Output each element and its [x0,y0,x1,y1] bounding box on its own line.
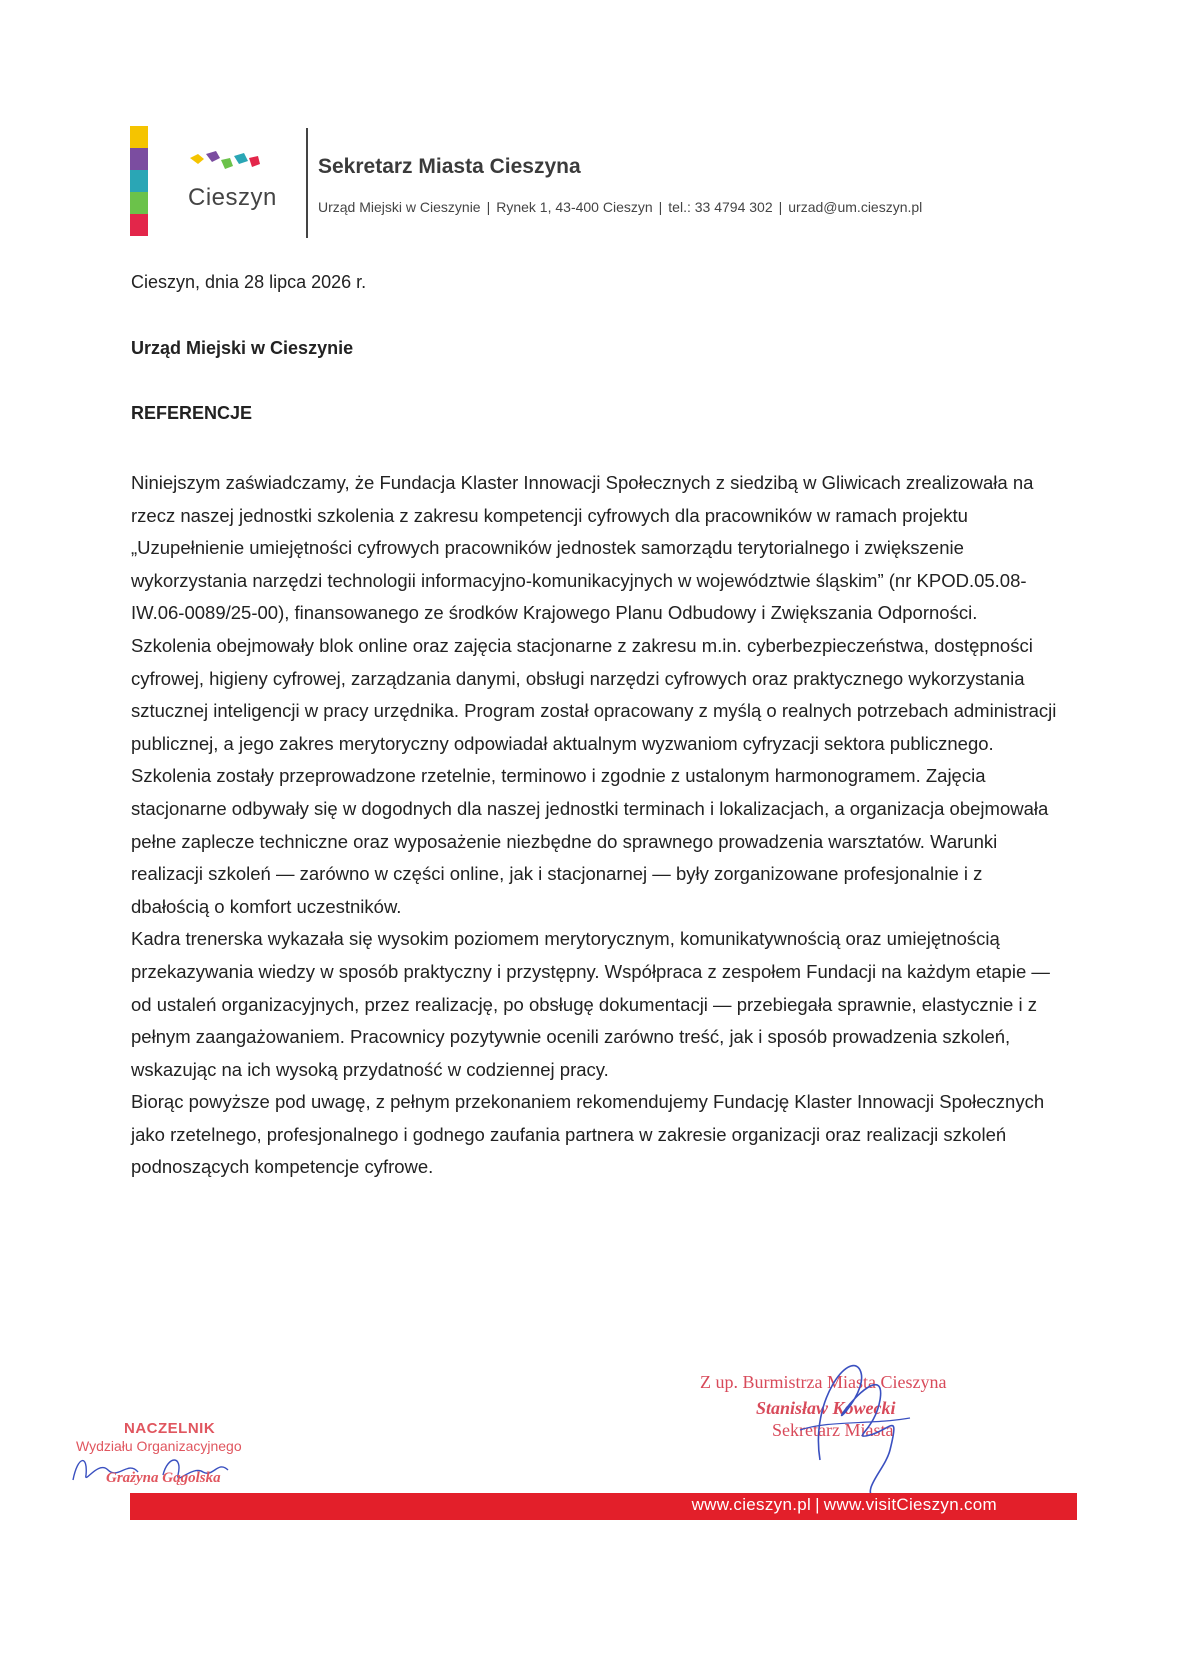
cieszyn-logo [180,150,280,220]
color-bar-yellow [130,126,148,148]
color-bar-green [130,192,148,214]
header-email: urzad@um.cieszyn.pl [788,199,923,215]
body-paragraph: Szkolenia zostały przeprowadzone rzetelnie, terminowo i zgodnie z ustalonym harmonogramem. Zajęcia stacjonarne odbywały się w dogodnych dla naszej jednostki terminach i lokalizacjach, a organizacja obejmowała pełne zaplecze techniczne oraz wyposażenie niezbędne do sprawnego prowadzenia warsztatów. Warunki realizacji szkoleń — zarówno w części online, jak i stacjonarnej — były zorganizowane profesjonalnie i z dbałością o komfort uczestników. [131,765,1049,917]
stamp-title: NACZELNIK [124,1420,216,1437]
logo-text: Cieszyn [188,184,277,211]
header-separator: | [778,199,783,215]
signature-authority: Z up. Burmistrza Miasta Cieszyna [700,1372,947,1392]
body-paragraph: Szkolenia obejmowały blok online oraz zajęcia stacjonarne z zakresu m.in. cyberbezpieczeństwa, dostępności cyfrowej, higieny cyfrowej, zarządzania danymi, obsługi narzędzi cyfrowych oraz praktycznego wykorzystania sztucznej inteligencji w pracy urzędnika. Program został opracowany z myślą o realnych potrzebach administracji publicznej, a jego zakres merytoryczny odpowiadał aktualnym wyzwaniom cyfryzacji sektora publicznego. [131,634,1057,754]
signature-name: Stanisław Kowecki [756,1398,896,1418]
footer-links [692,1495,997,1515]
footer-separator: | [815,1495,820,1514]
color-bar-red [130,214,148,236]
handwritten-signature-icon [790,1340,920,1510]
header-phone: tel.: 33 4794 302 [668,199,773,215]
color-bar-purple [130,148,148,170]
letter-addressee: Urząd Miejski w Cieszynie [131,338,354,358]
signature-role: Sekretarz Miasta [772,1420,894,1440]
header-contact [318,199,922,215]
header-separator: | [486,199,491,215]
color-bar-teal [130,170,148,192]
body-paragraph: Biorąc powyższe pod uwagę, z pełnym przekonaniem rekomendujemy Fundację Klaster Innowacji Społecznych jako rzetelnego, profesjonalnego i godnego zaufania partnera w zakresie organizacji oraz realizacji szkoleń podnoszących kompetencje cyfrowe. [131,1091,1045,1178]
header-divider [306,128,308,238]
header-office: Urząd Miejski w Cieszynie [318,199,481,215]
letter-body [131,467,1061,1184]
header-address: Rynek 1, 43-400 Cieszyn [496,199,653,215]
letter-date: Cieszyn, dnia 28 lipca 2026 r. [131,272,367,292]
brand-color-bar [130,126,148,236]
header-title: Sekretarz Miasta Cieszyna [318,155,581,178]
footer-bar [130,1493,1077,1520]
body-paragraph: Niniejszym zaświadczamy, że Fundacja Klaster Innowacji Społecznych z siedzibą w Gliwicach zrealizowała na rzecz naszej jednostki szkolenia z zakresu kompetencji cyfrowych dla pracowników w ramach projektu „Uzupełnienie umiejętności cyfrowych pracowników jednostek samorządu terytorialnego i zwiększenie wykorzystania narzędzi technologii informacyjno-komunikacyjnych w województwie śląskim” (nr KPOD.05.08-IW.06-0089/25-00), finansowanego ze środków Krajowego Planu Odbudowy i Zwiększania Odporności. [131,472,1034,624]
footer-site-link[interactable]: www.cieszyn.pl [691,1495,812,1514]
body-paragraph: Kadra trenerska wykazała się wysokim poziomem merytorycznym, komunikatywnością oraz umiejętnością przekazywania wiedzy w sposób praktyczny i przystępny. Współpraca z zespołem Fundacji na każdym etapie — od ustaleń organizacyjnych, przez realizację, po obsługę dokumentacji — przebiegała sprawnie, elastycznie i z pełnym zaangażowaniem. Pracownicy pozytywnie ocenili zarówno treść, jak i sposób prowadzenia szkoleń, wskazując na ich wysoką przydatność w codziennej pracy. [131,928,1050,1080]
header-separator: | [658,199,663,215]
stamp-subtitle: Wydziału Organizacyjnego [76,1438,242,1454]
stamp-name: Grażyna Gągolska [106,1470,221,1486]
letter-title: REFERENCJE [131,403,253,423]
footer-visit-link[interactable]: www.visitCieszyn.com [823,1495,997,1514]
logo-dots-icon [188,150,278,180]
